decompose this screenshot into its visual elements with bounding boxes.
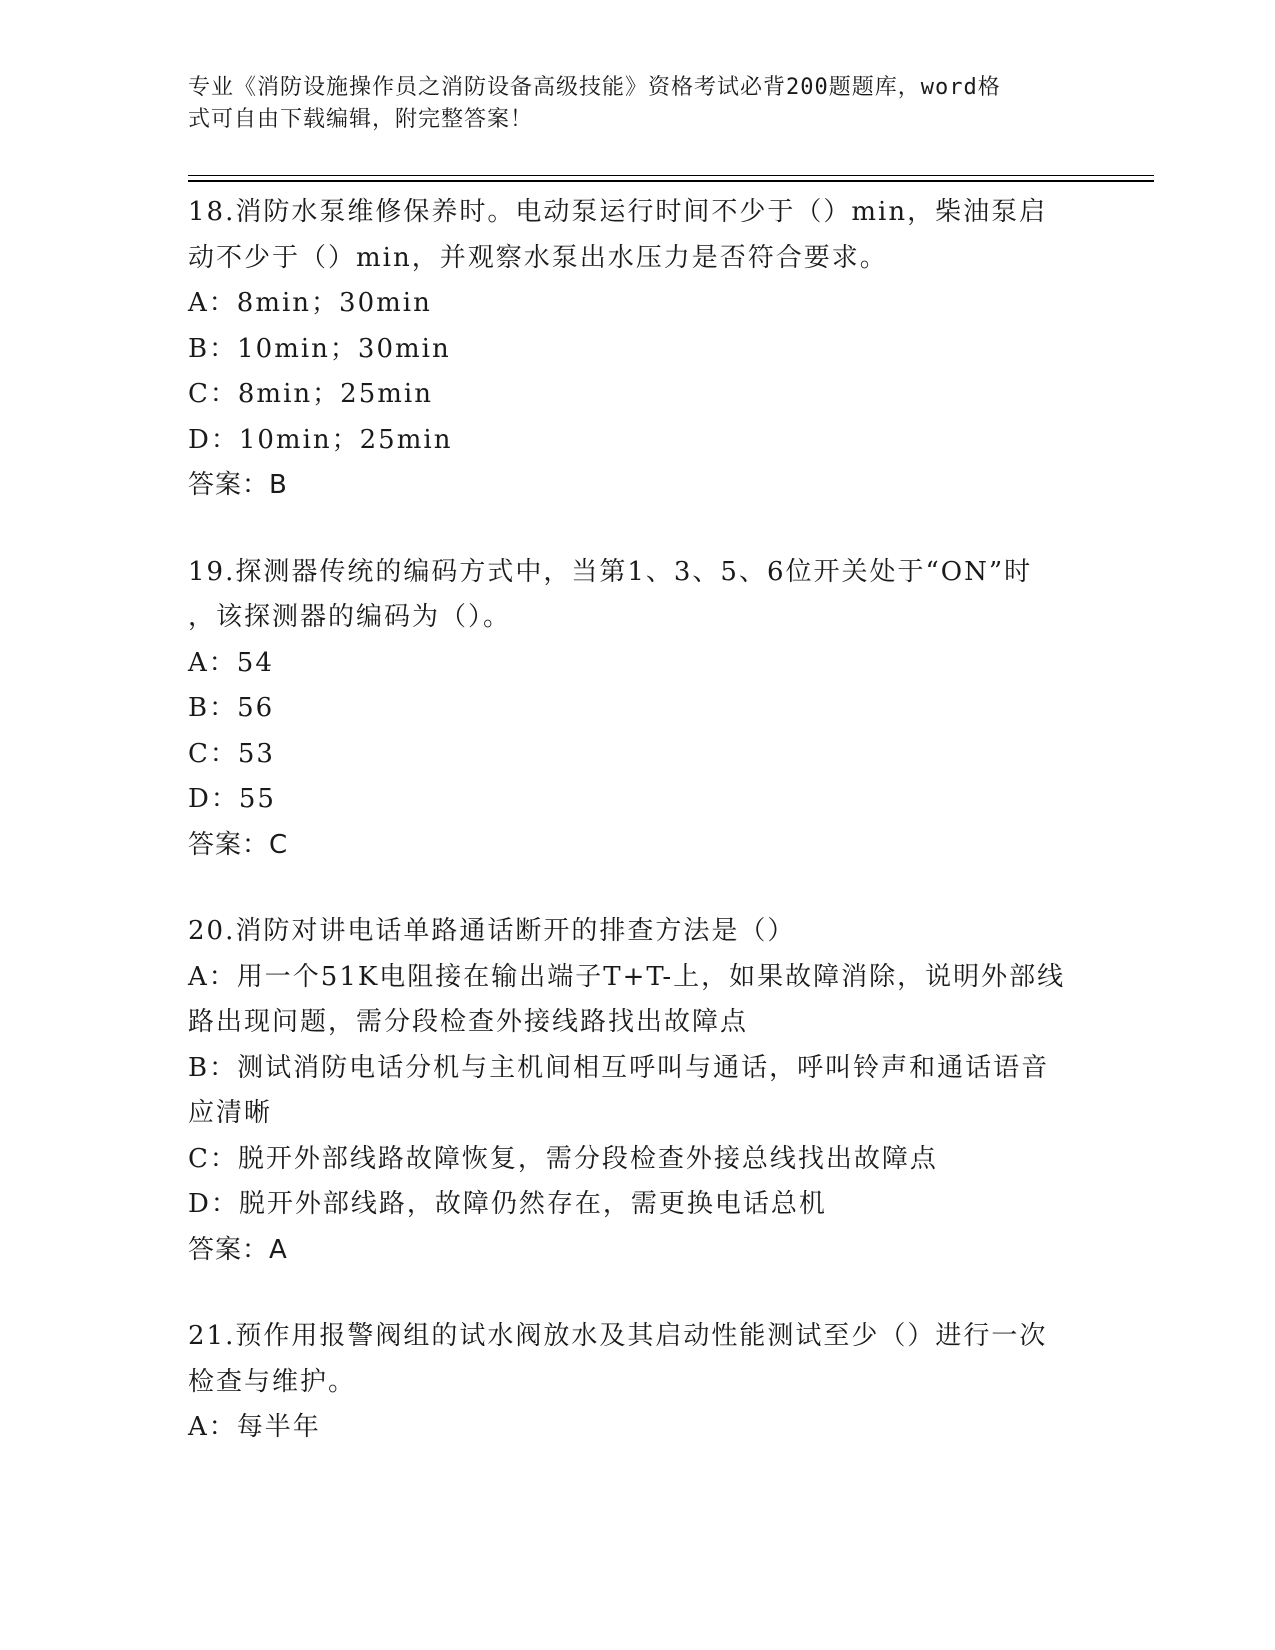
header-divider-thin	[188, 175, 1154, 176]
header-divider-thick	[188, 180, 1154, 182]
question-21	[188, 1314, 1088, 1451]
document-header	[188, 72, 1068, 136]
question-19	[188, 550, 1088, 869]
question-stem-line: 21.预作用报警阀组的试水阀放水及其启动性能测试至少（）进行一次	[188, 1321, 1048, 1351]
question-18	[188, 190, 1088, 509]
header-line-1: 专业《消防设施操作员之消防设备高级技能》资格考试必背200题题库，word格	[188, 75, 1001, 100]
option-a: A：每半年	[188, 1412, 321, 1442]
option-c: C：8min；25min	[188, 379, 433, 409]
question-stem-line: 检查与维护。	[188, 1366, 357, 1397]
option-a: A：54	[188, 647, 274, 678]
answer-text: 答案：C	[188, 829, 289, 860]
option-c: C：53	[188, 738, 275, 769]
option-a-continued: 路出现问题，需分段检查外接线路找出故障点	[188, 1007, 749, 1037]
header-line-2: 式可自由下载编辑，附完整答案！	[188, 107, 534, 132]
option-b-continued: 应清晰	[188, 1098, 273, 1128]
option-b: B：56	[188, 693, 275, 723]
option-a: A：用一个51K电阻接在输出端子T+T-上，如果故障消除，说明外部线	[188, 961, 1066, 992]
option-c: C：脱开外部线路故障恢复，需分段检查外接总线找出故障点	[188, 1143, 938, 1174]
option-a: A：8min；30min	[188, 288, 432, 318]
option-d: D：55	[188, 784, 276, 814]
question-20	[188, 909, 1088, 1273]
answer-text: 答案：A	[188, 1234, 288, 1265]
option-b: B：测试消防电话分机与主机间相互呼叫与通话，呼叫铃声和通话语音	[188, 1052, 1050, 1083]
question-list	[188, 190, 1088, 1492]
question-stem-line: 20.消防对讲电话单路通话断开的排查方法是（）	[188, 916, 796, 946]
question-stem-line: 动不少于（）min，并观察水泵出水压力是否符合要求。	[188, 242, 888, 273]
option-b: B：10min；30min	[188, 333, 451, 364]
option-d: D：10min；25min	[188, 424, 453, 455]
option-d: D：脱开外部线路，故障仍然存在，需更换电话总机	[188, 1189, 827, 1219]
question-stem-line: 19.探测器传统的编码方式中，当第1、3、5、6位开关处于“ON”时	[188, 556, 1033, 587]
question-stem-line: 18.消防水泵维修保养时。电动泵运行时间不少于（）min，柴油泵启	[188, 197, 1048, 227]
question-stem-line: ，该探测器的编码为（）。	[188, 602, 512, 632]
answer-text: 答案：B	[188, 470, 288, 500]
